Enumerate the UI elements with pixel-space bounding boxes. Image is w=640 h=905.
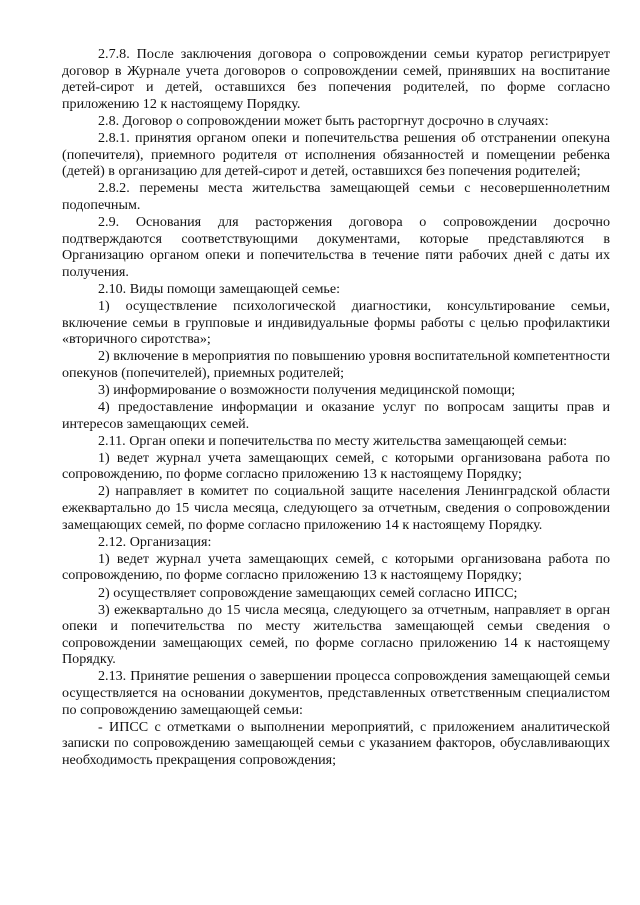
paragraph-2-9: 2.9. Основания для расторжения договора о сопровождении досрочно подтверждаются соответствующими документами, которые представляются в Организацию органом опеки и попечительства в течение пяти рабочих дней с даты их получения. [62,213,610,280]
paragraph-2-12-item-1: 1) ведет журнал учета замещающих семей, с которыми организована работа по сопровождению, по форме согласно приложению 13 к настоящему Порядку; [62,550,610,584]
paragraph-2-11: 2.11. Орган опеки и попечительства по месту жительства замещающей семьи: [98,432,568,449]
paragraph-2-13-bullet: - ИПСС с отметками о выполнении мероприятий, с приложением аналитической записки по сопровождению замещающей семьи с указанием факторов, обуславливающих необходимость прекращения сопровождения; [62,718,610,768]
paragraph-2-11-item-1: 1) ведет журнал учета замещающих семей, с которыми организована работа по сопровождению, по форме согласно приложению 13 к настоящему Порядку; [62,449,610,483]
paragraph-2-7-8: 2.7.8. После заключения договора о сопровождении семьи куратор регистрирует договор в Журнале учета договоров о сопровождении семей, принявших на воспитание детей-сирот и детей, оставшихся без попечения родителей, по форме согласно приложению 12 к настоящему Порядку. [62,46,610,112]
paragraph-2-11-item-2: 2) направляет в комитет по социальной защите населения Ленинградской области ежеквартально до 15 числа месяца, следующего за отчетным, сведения о сопровождении замещающих семей, по форме согласно приложению 14 к настоящему Порядку. [62,483,610,533]
paragraph-2-10-item-2: 2) включение в мероприятия по повышению уровня воспитательной компетентности опекунов (попечителей), приемных родителей; [62,348,610,381]
paragraph-2-12-item-3: 3) ежеквартально до 15 числа месяца, следующего за отчетным, направляет в орган опеки и попечительства по месту жительства замещающей семьи сведения о сопровождении замещающих семей, по форме согласно приложению 14 к настоящему Порядку. [62,601,610,668]
paragraph-2-8-2: 2.8.2. перемены места жительства замещающей семьи с несовершеннолетним подопечным. [62,180,610,213]
paragraph-2-10-item-1: 1) осуществление психологической диагностики, консультирование семьи, включение семьи в групповые и индивидуальные формы работы с целью профилактики «вторичного сиротства»; [62,297,610,348]
paragraph-2-10: 2.10. Виды помощи замещающей семье: [98,280,341,297]
paragraph-2-12-item-2: 2) осуществляет сопровождение замещающих семей согласно ИПСС; [98,584,518,601]
paragraph-2-8-1: 2.8.1. принятия органом опеки и попечительства решения об отстранении опекуна (попечителя), приемного родителя от исполнения обязанностей и помещении ребенка (детей) в организацию для детей-сирот и детей, оставшихся без попечения родителей; [62,129,610,180]
paragraph-2-12: 2.12. Организация: [98,533,212,550]
paragraph-2-10-item-3: 3) информирование о возможности получения медицинской помощи; [98,381,516,398]
paragraph-2-8: 2.8. Договор о сопровождении может быть расторгнут досрочно в случаях: [98,112,549,129]
document-body [62,46,610,769]
paragraph-2-10-item-4: 4) предоставление информации и оказание услуг по вопросам защиты прав и интересов замещающих семей. [62,398,610,432]
paragraph-2-13: 2.13. Принятие решения о завершении процесса сопровождения замещающей семьи осуществляется на основании документов, представленных ответственным специалистом по сопровождению замещающей семьи: [62,668,610,718]
